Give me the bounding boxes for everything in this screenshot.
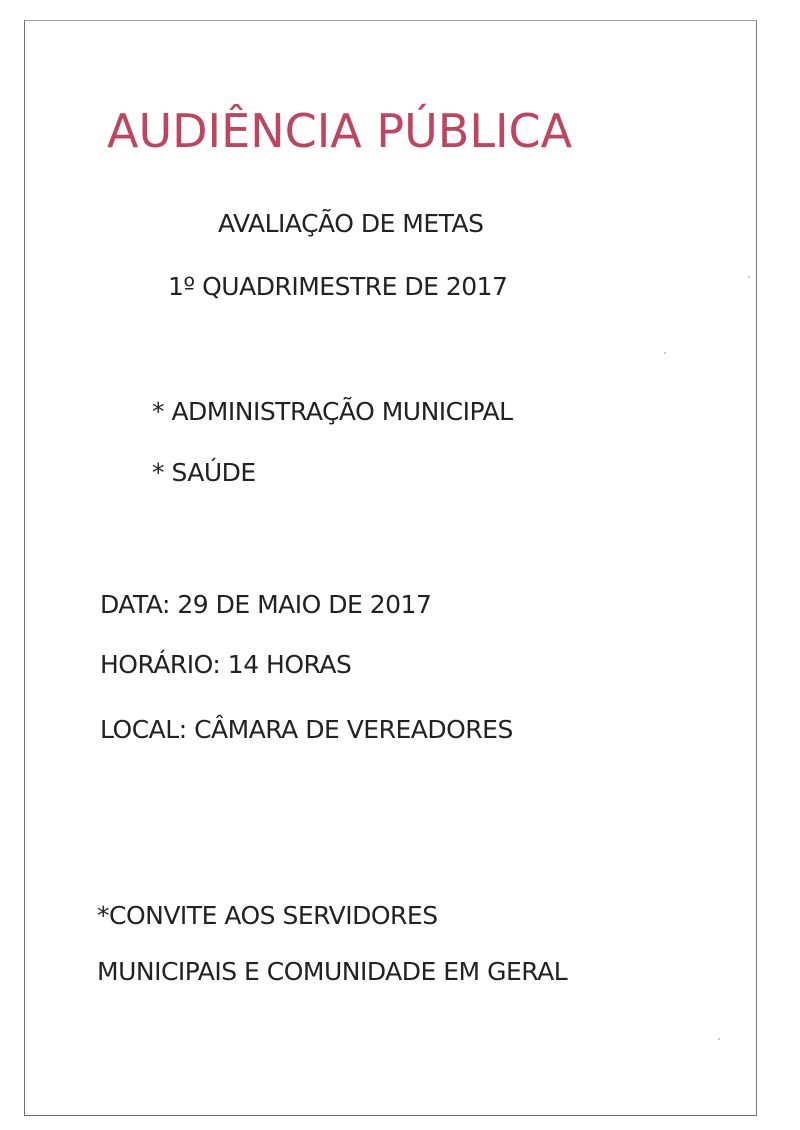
scan-speck <box>718 1038 720 1040</box>
event-date: DATA: 29 DE MAIO DE 2017 <box>100 590 432 619</box>
page-border <box>24 20 757 1116</box>
event-location: LOCAL: CÂMARA DE VEREADORES <box>100 715 513 744</box>
invitation-line-2: MUNICIPAIS E COMUNIDADE EM GERAL <box>97 957 568 986</box>
agenda-item-health: * SAÚDE <box>152 458 256 487</box>
notice-subtitle-period: 1º QUADRIMESTRE DE 2017 <box>168 272 508 301</box>
notice-subtitle-goals: AVALIAÇÃO DE METAS <box>218 209 484 238</box>
invitation-line-1: *CONVITE AOS SERVIDORES <box>97 901 438 930</box>
agenda-item-administration: * ADMINISTRAÇÃO MUNICIPAL <box>152 397 513 426</box>
notice-title: AUDIÊNCIA PÚBLICA <box>107 104 573 158</box>
scan-speck <box>748 276 750 278</box>
event-time: HORÁRIO: 14 HORAS <box>100 650 352 679</box>
scan-speck <box>664 352 666 354</box>
